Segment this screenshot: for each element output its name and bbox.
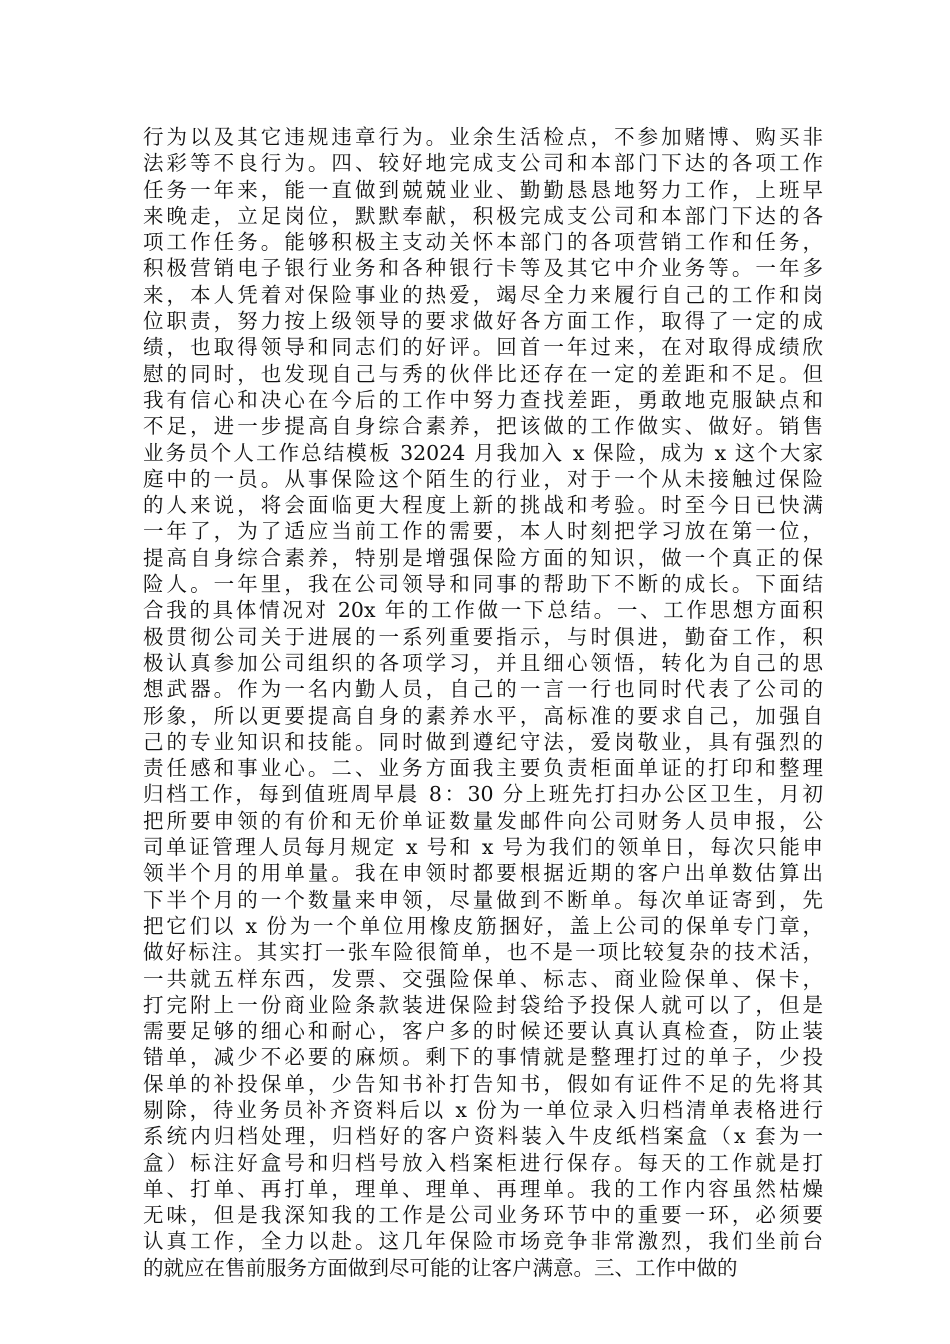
text-line: 合我的具体情况对 20x 年的工作做一下总结。一、工作思想方面积 bbox=[143, 598, 823, 623]
text-line: 做好标注。其实打一张车险很简单，也不是一项比较复杂的技术活， bbox=[143, 940, 823, 965]
text-line: 极贯彻公司关于进展的一系列重要指示，与时俱进，勤奋工作，积 bbox=[143, 624, 823, 649]
text-line: 领半个月的用单量。我在申领时都要根据近期的客户出单数估算出 bbox=[143, 861, 823, 886]
text-line: 把所要申领的有价和无价单证数量发邮件向公司财务人员申报，公 bbox=[143, 808, 823, 833]
text-line: 认真工作，全力以赴。这几年保险市场竞争非常激烈，我们坐前台 bbox=[143, 1229, 823, 1254]
text-line: 保单的补投保单，少告知书补打告知书，假如有证件不足的先将其 bbox=[143, 1071, 823, 1096]
text-line: 己的专业知识和技能。同时做到遵纪守法，爱岗敬业，具有强烈的 bbox=[143, 729, 823, 754]
text-line: 打完附上一份商业险条款装进保险封袋给予投保人就可以了，但是 bbox=[143, 992, 823, 1017]
text-line: 险人。一年里，我在公司领导和同事的帮助下不断的成长。下面结 bbox=[143, 572, 823, 597]
text-line: 系统内归档处理，归档好的客户资料装入牛皮纸档案盒（x 套为一 bbox=[143, 1124, 823, 1149]
text-line: 的人来说，将会面临更大程度上新的挑战和考验。时至今日已快满 bbox=[143, 493, 823, 518]
text-line: 极认真参加公司组织的各项学习，并且细心领悟，转化为自己的思 bbox=[143, 650, 823, 675]
text-line: 我有信心和决心在今后的工作中努力查找差距，勇敢地克服缺点和 bbox=[143, 387, 823, 412]
text-line: 不足，进一步提高自身综合素养，把该做的工作做实、做好。销售 bbox=[143, 414, 823, 439]
text-line: 一年了，为了适应当前工作的需要，本人时刻把学习放在第一位， bbox=[143, 519, 823, 544]
text-line: 任务一年来，能一直做到兢兢业业、勤勤恳恳地努力工作，上班早 bbox=[143, 177, 823, 202]
text-line: 错单，减少不必要的麻烦。剩下的事情就是整理打过的单子，少投 bbox=[143, 1045, 823, 1070]
text-line: 来，本人凭着对保险事业的热爱，竭尽全力来履行自己的工作和岗 bbox=[143, 282, 823, 307]
text-line: 想武器。作为一名内勤人员，自己的一言一行也同时代表了公司的 bbox=[143, 677, 823, 702]
text-line: 形象，所以更要提高自身的素养水平，高标准的要求自己，加强自 bbox=[143, 703, 823, 728]
text-line: 把它们以 x 份为一个单位用橡皮筋捆好，盖上公司的保单专门章， bbox=[143, 913, 823, 938]
text-line: 积极营销电子银行业务和各种银行卡等及其它中介业务等。一年多 bbox=[143, 256, 823, 281]
text-line: 盒）标注好盒号和归档号放入档案柜进行保存。每天的工作就是打 bbox=[143, 1150, 823, 1175]
text-line: 责任感和事业心。二、业务方面我主要负责柜面单证的打印和整理 bbox=[143, 756, 823, 781]
text-line: 一共就五样东西，发票、交强险保单、标志、商业险保单、保卡， bbox=[143, 966, 823, 991]
text-line: 无味，但是我深知我的工作是公司业务环节中的重要一环，必须要 bbox=[143, 1203, 823, 1228]
text-line: 项工作任务。能够积极主支动关怀本部门的各项营销工作和任务， bbox=[143, 230, 823, 255]
text-line: 下半个月的一个数量来申领，尽量做到不断单。每次单证寄到，先 bbox=[143, 887, 823, 912]
text-line: 业务员个人工作总结模板 32024 月我加入 x 保险，成为 x 这个大家 bbox=[143, 440, 823, 465]
body-paragraph bbox=[143, 124, 823, 1281]
text-line: 单、打单、再打单，理单、理单、再理单。我的工作内容虽然枯燥 bbox=[143, 1176, 823, 1201]
text-line: 庭中的一员。从事保险这个陌生的行业，对于一个从未接触过保险 bbox=[143, 466, 823, 491]
text-line: 慰的同时，也发现自己与秀的伙伴比还存在一定的差距和不足。但 bbox=[143, 361, 823, 386]
text-line: 司单证管理人员每月规定 x 号和 x 号为我们的领单日，每次只能申 bbox=[143, 835, 823, 860]
text-line: 归档工作，每到值班周早晨 8：30 分上班先打扫办公区卫生，月初 bbox=[143, 782, 823, 807]
text-line: 来晚走，立足岗位，默默奉献，积极完成支公司和本部门下达的各 bbox=[143, 203, 823, 228]
text-line: 法彩等不良行为。四、较好地完成支公司和本部门下达的各项工作 bbox=[143, 151, 823, 176]
text-line: 的就应在售前服务方面做到尽可能的让客户满意。三、工作中做的 bbox=[143, 1255, 738, 1280]
text-line: 绩，也取得领导和同志们的好评。回首一年过来，在对取得成绩欣 bbox=[143, 335, 823, 360]
text-line: 剔除，待业务员补齐资料后以 x 份为一单位录入归档清单表格进行 bbox=[143, 1097, 823, 1122]
text-line: 需要足够的细心和耐心，客户多的时候还要认真认真检查，防止装 bbox=[143, 1019, 823, 1044]
text-line: 位职责，努力按上级领导的要求做好各方面工作，取得了一定的成 bbox=[143, 309, 823, 334]
text-line: 提高自身综合素养，特别是增强保险方面的知识，做一个真正的保 bbox=[143, 545, 823, 570]
text-line: 行为以及其它违规违章行为。业余生活检点，不参加赌博、购买非 bbox=[143, 125, 823, 149]
